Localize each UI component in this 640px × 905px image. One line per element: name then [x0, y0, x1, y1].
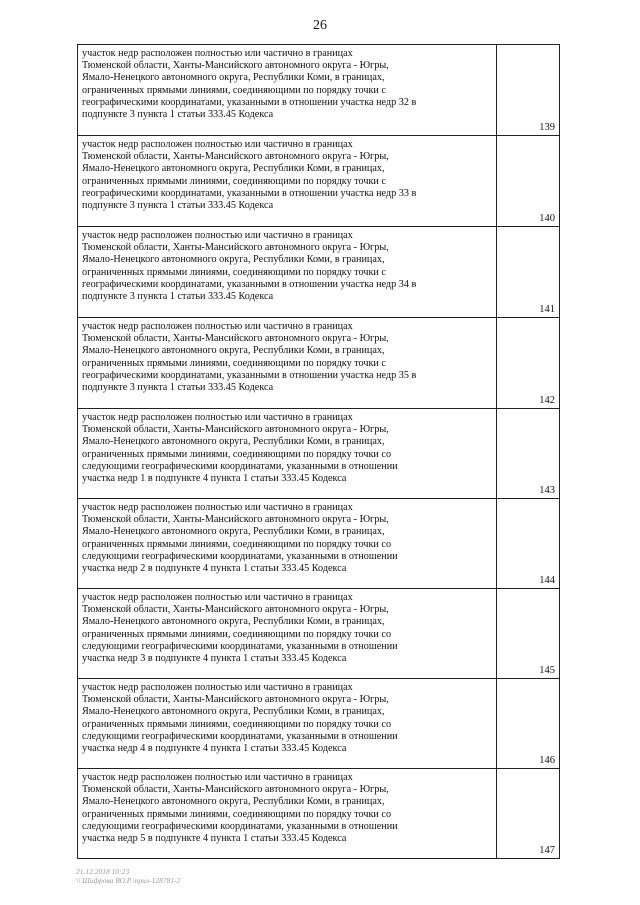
row-description: участок недр расположен полностью или частично в границах Тюменской области, Ханты-Мансийского автономного округа - Югры, Ямало-Ненецкого автономного округа, Республики Коми, в границах, ограниченных прямыми линиями, соединяющими по порядку точки с географическими координатами, указанными в отношении участка недр 34 в подпункте 3 пункта 1 статьи 333.45 Кодекса	[78, 227, 497, 318]
table-row	[78, 499, 560, 589]
footer-file-path: \\ Шифрова ВО.Р.\прил-128781-2	[76, 876, 181, 885]
row-description: участок недр расположен полностью или частично в границах Тюменской области, Ханты-Мансийского автономного округа - Югры, Ямало-Ненецкого автономного округа, Республики Коми, в границах, ограниченных прямыми линиями, соединяющими по порядку точки с географическими координатами, указанными в отношении участка недр 35 в подпункте 3 пункта 1 статьи 333.45 Кодекса	[78, 318, 497, 409]
row-number: 139	[497, 45, 560, 136]
table-row	[78, 318, 560, 409]
row-description: участок недр расположен полностью или частично в границах Тюменской области, Ханты-Мансийского автономного округа - Югры, Ямало-Ненецкого автономного округа, Республики Коми, в границах, ограниченных прямыми линиями, соединяющими по порядку точки со следующими географическими координатами, указанными в отношении участка недр 5 в подпункте 4 пункта 1 статьи 333.45 Кодекса	[78, 769, 497, 859]
row-number: 143	[497, 409, 560, 499]
table-row	[78, 45, 560, 136]
row-description: участок недр расположен полностью или частично в границах Тюменской области, Ханты-Мансийского автономного округа - Югры, Ямало-Ненецкого автономного округа, Республики Коми, в границах, ограниченных прямыми линиями, соединяющими по порядку точки с географическими координатами, указанными в отношении участка недр 33 в подпункте 3 пункта 1 статьи 333.45 Кодекса	[78, 136, 497, 227]
page-number: 26	[313, 18, 327, 33]
row-description: участок недр расположен полностью или частично в границах Тюменской области, Ханты-Мансийского автономного округа - Югры, Ямало-Ненецкого автономного округа, Республики Коми, в границах, ограниченных прямыми линиями, соединяющими по порядку точки со следующими географическими координатами, указанными в отношении участка недр 1 в подпункте 4 пункта 1 статьи 333.45 Кодекса	[78, 409, 497, 499]
row-number: 141	[497, 227, 560, 318]
table-row	[78, 409, 560, 499]
row-description: участок недр расположен полностью или частично в границах Тюменской области, Ханты-Мансийского автономного округа - Югры, Ямало-Ненецкого автономного округа, Республики Коми, в границах, ограниченных прямыми линиями, соединяющими по порядку точки со следующими географическими координатами, указанными в отношении участка недр 2 в подпункте 4 пункта 1 статьи 333.45 Кодекса	[78, 499, 497, 589]
table-row	[78, 136, 560, 227]
document-table	[77, 44, 560, 859]
footer-stamp	[76, 867, 180, 885]
row-description: участок недр расположен полностью или частично в границах Тюменской области, Ханты-Мансийского автономного округа - Югры, Ямало-Ненецкого автономного округа, Республики Коми, в границах, ограниченных прямыми линиями, соединяющими по порядку точки со следующими географическими координатами, указанными в отношении участка недр 4 в подпункте 4 пункта 1 статьи 333.45 Кодекса	[78, 679, 497, 769]
table-row	[78, 589, 560, 679]
table-row	[78, 769, 560, 859]
row-description: участок недр расположен полностью или частично в границах Тюменской области, Ханты-Мансийского автономного округа - Югры, Ямало-Ненецкого автономного округа, Республики Коми, в границах, ограниченных прямыми линиями, соединяющими по порядку точки с географическими координатами, указанными в отношении участка недр 32 в подпункте 3 пункта 1 статьи 333.45 Кодекса	[78, 45, 497, 136]
row-number: 142	[497, 318, 560, 409]
table-row	[78, 679, 560, 769]
row-number: 140	[497, 136, 560, 227]
footer-timestamp: 21.12.2018 10:23	[76, 867, 130, 876]
row-number: 145	[497, 589, 560, 679]
row-description: участок недр расположен полностью или частично в границах Тюменской области, Ханты-Мансийского автономного округа - Югры, Ямало-Ненецкого автономного округа, Республики Коми, в границах, ограниченных прямыми линиями, соединяющими по порядку точки со следующими географическими координатами, указанными в отношении участка недр 3 в подпункте 4 пункта 1 статьи 333.45 Кодекса	[78, 589, 497, 679]
row-number: 147	[497, 769, 560, 859]
table-row	[78, 227, 560, 318]
row-number: 144	[497, 499, 560, 589]
row-number: 146	[497, 679, 560, 769]
